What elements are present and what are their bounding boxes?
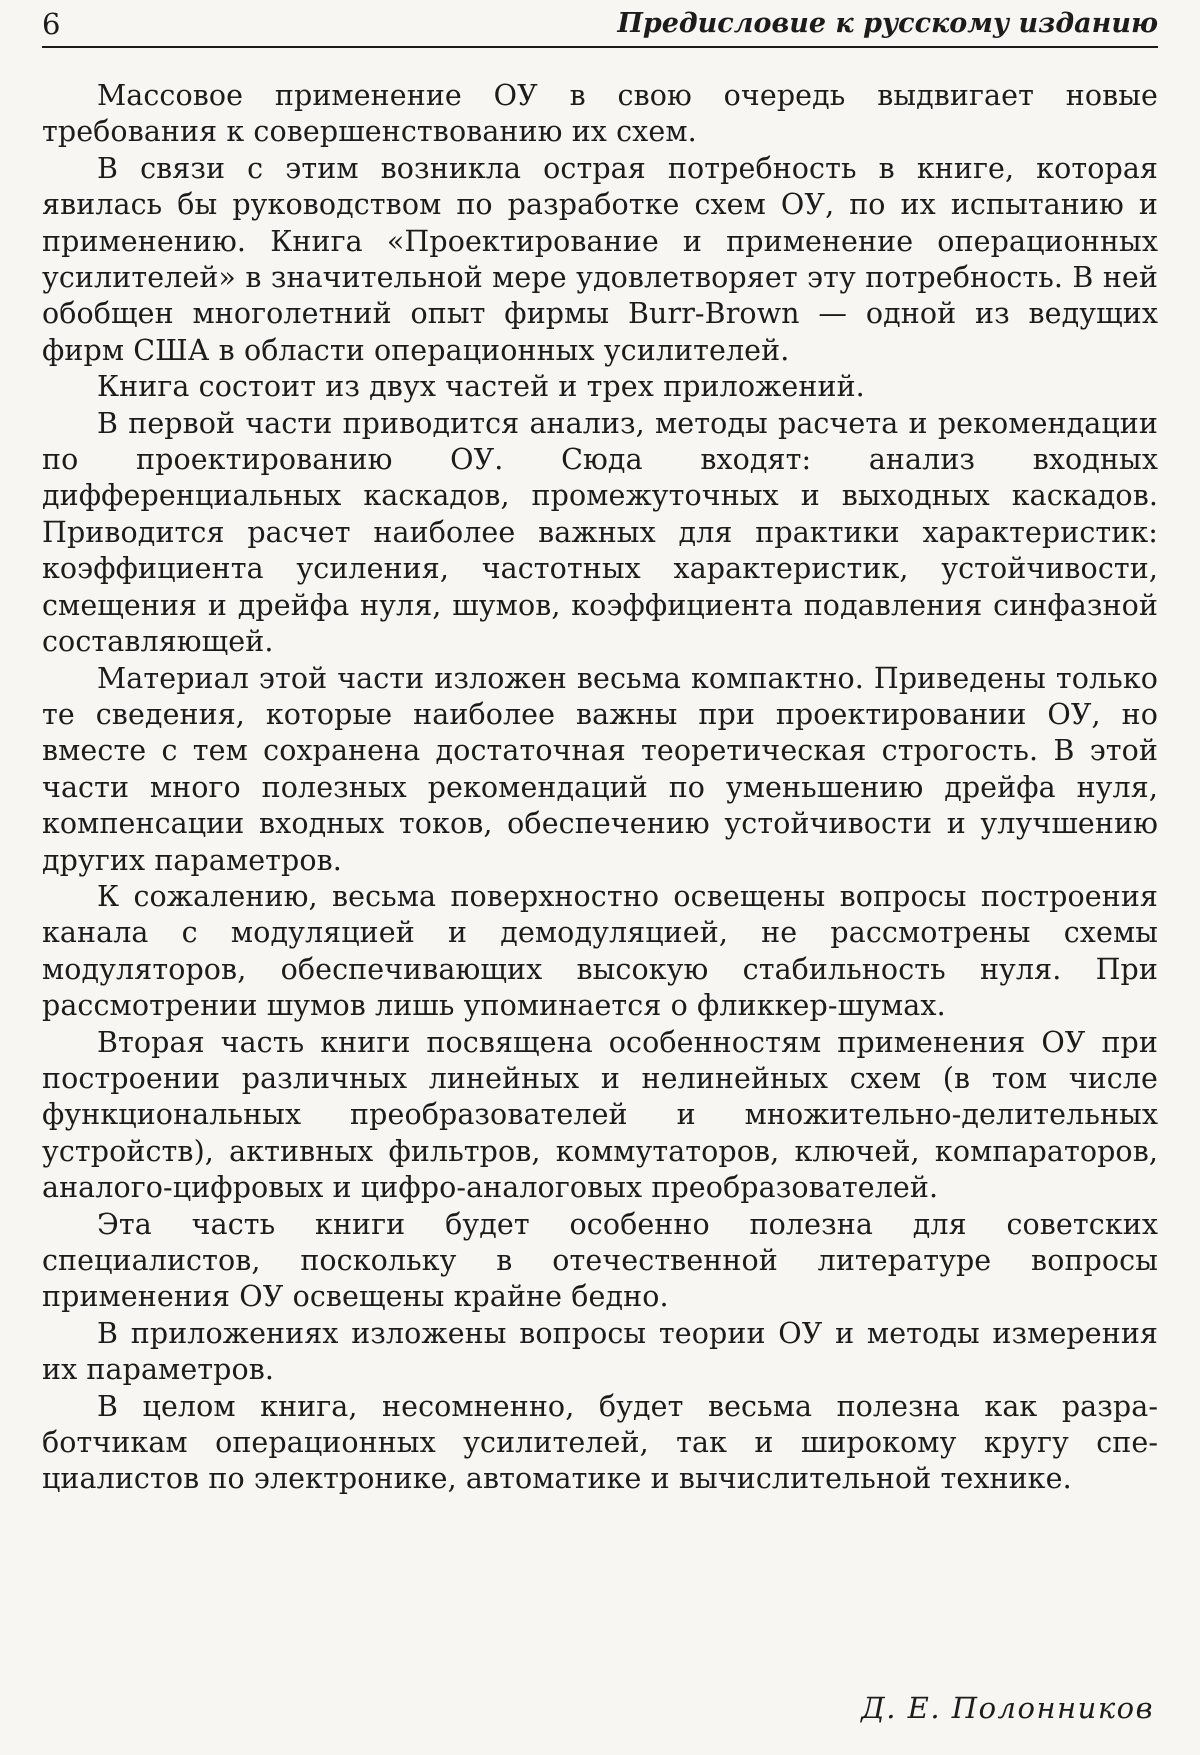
paragraph: В приложениях изложены вопросы теории ОУ и методы измерения их параметров.: [42, 1316, 1158, 1387]
body-text: [42, 78, 1158, 1498]
paragraph: Массовое применение ОУ в свою очередь выдвигает новые требования к совершенствованию их схем.: [42, 79, 1158, 149]
running-title: Предисловие к русскому изданию: [617, 8, 1158, 39]
paragraph: Материал этой части изложен весьма компактно. Приведены только те сведения, которые наиболее важны при проектировании ОУ, но вместе с тем сохранена достаточная теоретическая строгость. В этой части много полезных рекомендаций по уменьшению дрейфа нуля, компенсации входных токов, обеспечению устойчивости и улучшению других параметров.: [42, 661, 1158, 877]
paragraph: В целом книга, несомненно, будет весьма полезна как разработчикам операционных усилителей, так и широкому кругу специалистов по электронике, автоматике и вычислительной технике.: [42, 1389, 1158, 1496]
author-signature: Д. Е. Полонников: [861, 1691, 1154, 1725]
paragraph: Вторая часть книги посвящена особенностям применения ОУ при построении различных линейных и нелинейных схем (в том числе функциональных преобразователей и множительно-делительных устройств), активных фильтров, коммутаторов, ключей, компараторов, аналого-цифровых и цифро-аналоговых преобразователей.: [42, 1025, 1158, 1205]
running-head: [42, 2, 1158, 48]
paragraph: Эта часть книги будет особенно полезна для советских специалистов, поскольку в отечественной литературе вопросы применения ОУ освещены крайне бедно.: [42, 1207, 1158, 1314]
document-page: [42, 0, 1158, 1755]
paragraph: Книга состоит из двух частей и трех приложений.: [97, 370, 865, 404]
paragraph: К сожалению, весьма поверхностно освещены вопросы построения канала с модуляцией и демодуляцией, не рассмотрены схемы модуляторов, обеспечивающих высокую стабильность нуля. При рассмотрении шумов лишь упоминается о фликкер-шумах.: [42, 879, 1158, 1023]
paragraph: В первой части приводится анализ, методы расчета и рекомендации по проектированию ОУ. Сюда входят: анализ входных дифференциальных каскадов, промежуточных и выходных каскадов. Приводится расчет наиболее важных для практики характеристик: коэффициента усиления, частотных характеристик, устойчивости, смещения и дрейфа нуля, шумов, коэффициента подавления синфазной составляющей.: [42, 406, 1158, 659]
paragraph: В связи с этим возникла острая потребность в книге, которая явилась бы руководством по разработке схем ОУ, по их испытанию и применению. Книга «Проектирование и применение операционных усилителей» в значительной мере удовлетворяет эту потребность. В ней обобщен многолетний опыт фирмы Burr-Brown — одной из ведущих фирм США в области операционных усилителей.: [42, 151, 1158, 367]
page-number: 6: [42, 7, 61, 41]
